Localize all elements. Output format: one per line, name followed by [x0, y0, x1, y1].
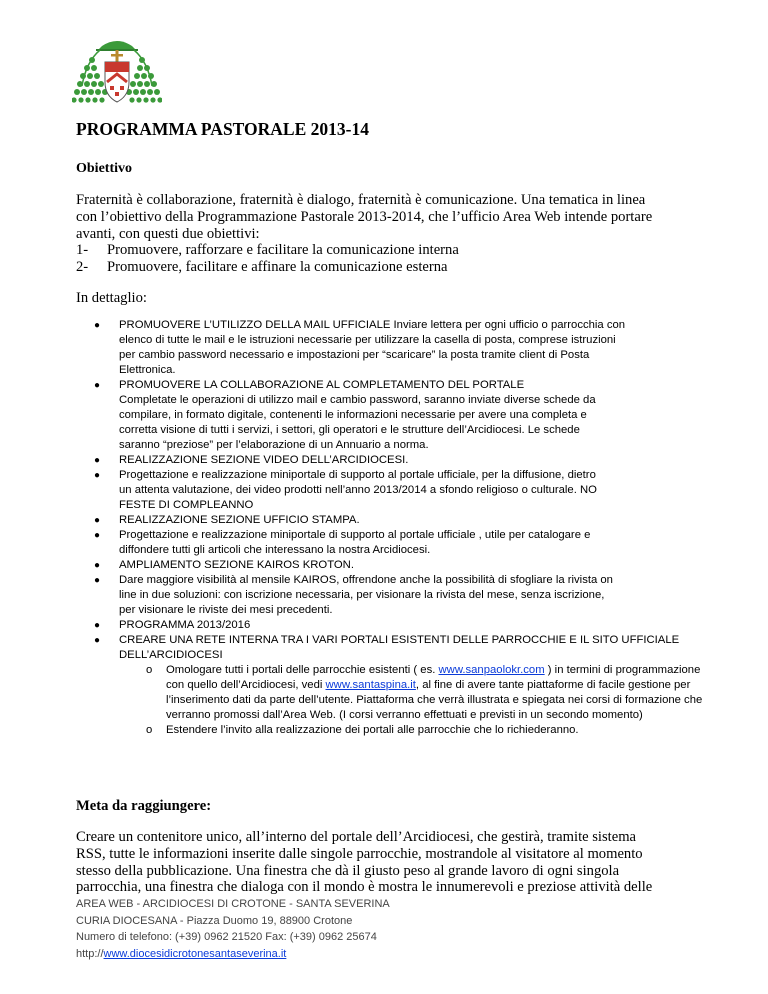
page-footer [76, 896, 390, 962]
list-item [0, 513, 721, 528]
list-item-line: saranno “preziose” per l’elaborazione di un Annuario a norma. [119, 439, 429, 451]
url-prefix: http:// [76, 947, 104, 960]
list-item [0, 558, 721, 573]
intro-line: con l’obiettivo della Programmazione Pastorale 2013-2014, che l’ufficio Area Web intende portare [76, 208, 653, 225]
footer-line: AREA WEB - ARCIDIOCESI DI CROTONE - SANTA SEVERINA [76, 898, 390, 910]
coat-of-arms-logo [72, 36, 162, 112]
list-item-line: Progettazione e realizzazione miniportale di supporto al portale ufficiale , utile per catalogare e [119, 529, 591, 541]
sub-list-item-line: corsi verranno effettuati e previsti in un secondo momento) [349, 709, 643, 721]
item-number: 2- [76, 259, 89, 276]
list-item-line: compilare, in formato digitale, contenenti le informazioni necessarie per avere una completa e [119, 409, 587, 421]
list-item-line: REALIZZAZIONE SEZIONE UFFICIO STAMPA. [119, 514, 360, 526]
sub-list-item-line: piattaforme di facile gestione per l’inserimento dati da parte dell’utente. Piattaforma che [166, 679, 691, 706]
circle-bullet-icon: o [146, 724, 153, 736]
list-item [0, 318, 721, 378]
details-list [0, 318, 768, 738]
bullet-icon: ● [94, 530, 101, 541]
sub-list-item-line: Estendere l’invito alla realizzazione dei portali alle parrocchie che lo richiederanno. [166, 724, 579, 736]
list-item-line: Elettronica. [119, 364, 176, 376]
bullet-icon: ● [94, 455, 101, 466]
bullet-icon: ● [94, 620, 101, 631]
list-item-line: per visionare le riviste dei mesi precedenti. [119, 604, 333, 616]
list-item [0, 378, 721, 453]
bullet-icon: ● [94, 575, 101, 586]
goal-line: parrocchia, una finestra che dialoga con il mondo è mostra le innumerevoli e preziose attività delle [76, 879, 653, 896]
footer-line: Numero di telefono: (+39) 0962 21520 Fax: (+39) 0962 25674 [76, 931, 377, 943]
list-item [0, 633, 721, 663]
list-item [0, 528, 721, 558]
page-title: PROGRAMMA PASTORALE 2013-14 [76, 119, 369, 139]
diocese-website-link[interactable]: www.diocesidicrotonesantaseverina.it [103, 947, 287, 960]
list-item-line: un attenta valutazione, dei video prodotti nell’anno 2013/2014 a sfondo religioso o culturale. NO [119, 484, 597, 496]
list-item-line: PROMUOVERE L’UTILIZZO DELLA MAIL UFFICIALE Inviare lettera per ogni ufficio o parrocchia con [119, 319, 626, 331]
sub-list-item-line: verrà illustrata e spiegata nei corsi di formazione che verranno promossi dall’Area Web. (I [166, 694, 703, 721]
goal-heading: Meta da raggiungere: [76, 798, 212, 814]
list-item-line: per cambio password necessario e impostazioni per “scaricare” la posta tramite client di Posta [119, 349, 590, 361]
list-item-line: corretta visione di tutti i servizi, i settori, gli operatori e le strutture dell’Arcidiocesi. Le schede [119, 424, 580, 436]
bullet-icon: ● [94, 320, 101, 331]
list-item-line: diffondere tutti gli articoli che interessano la nostra Arcidiocesi. [119, 544, 431, 556]
intro-line: Fraternità è collaborazione, fraternità è dialogo, fraternità è comunicazione. Una tematica in linea [76, 192, 646, 208]
list-item-line: REALIZZAZIONE SEZIONE VIDEO DELL’ARCIDIOCESI. [119, 454, 409, 466]
list-item [0, 618, 721, 633]
bullet-icon: ● [94, 470, 101, 481]
details-label [76, 290, 716, 307]
list-item-line: AMPLIAMENTO SEZIONE KAIROS KROTON. [119, 559, 354, 571]
objective-heading: Obiettivo [76, 161, 132, 176]
sanpaolokr-link[interactable]: www.sanpaolokr.com [438, 664, 545, 676]
sub-list-item-line [166, 664, 616, 676]
list-item-line: FESTE DI COMPLEANNO [119, 499, 254, 511]
intro-line: avanti, con questi due obiettivi: [76, 225, 260, 242]
text-run: Omologare tutti i portali delle parrocchie esistenti ( es. [166, 664, 439, 676]
circle-bullet-icon: o [146, 664, 153, 676]
numbered-item [76, 242, 716, 259]
intro-paragraph [76, 192, 716, 276]
text-run: , al fine di avere tante [415, 679, 524, 691]
list-item [0, 453, 721, 468]
list-item-line: PROMUOVERE LA COLLABORAZIONE AL COMPLETAMENTO DEL PORTALE [119, 379, 525, 391]
bullet-icon: ● [94, 635, 101, 646]
item-number: 1- [76, 242, 89, 259]
list-item-line: DELL’ARCIDIOCESI [119, 649, 223, 661]
list-item-line: PROGRAMMA 2013/2016 [119, 619, 251, 631]
item-text: Promuovere, rafforzare e facilitare la comunicazione interna [107, 242, 459, 259]
item-text: Promuovere, facilitare e affinare la comunicazione esterna [107, 259, 448, 276]
goal-paragraph [76, 829, 716, 896]
santaspina-link[interactable]: www.santaspina.it [325, 679, 416, 691]
list-item-line: Dare maggiore visibilità al mensile KAIROS, offrendone anche la possibilità di sfogliare la rivista on [119, 574, 613, 586]
sub-list-item [0, 663, 721, 723]
list-item [0, 573, 721, 618]
list-item-line: line in due soluzioni: con iscrizione necessaria, per visionare la rivista del mese, senza iscrizione, [119, 589, 605, 601]
sub-list-item [0, 723, 721, 738]
details-label-text: In dettaglio: [76, 290, 147, 306]
text-run: ) in termini di [544, 664, 613, 676]
list-item-line: Completate le operazioni di utilizzo mail e cambio password, saranno inviate diverse schede da [119, 394, 596, 406]
goal-line: stesso della pubblicazione. Una finestra che dà il giusto peso al grande lavoro di ogni singola [76, 862, 620, 879]
text-run: programmazione con quello dell’Arcidiocesi, vedi [166, 664, 701, 691]
list-item-line: elenco di tutte le mail e le istruzioni necessarie per utilizzare la casella di posta, comprese istruzioni [119, 334, 616, 346]
footer-line: CURIA DIOCESANA - Piazza Duomo 19, 88900 Crotone [76, 914, 353, 927]
list-item [0, 468, 721, 513]
list-item-line: Progettazione e realizzazione miniportale di supporto al portale ufficiale, per la diffusione, dietro [119, 469, 596, 481]
goal-line: RSS, tutte le informazioni inserite dalle singole parrocchie, mostrandole al visitatore al momento [76, 845, 643, 862]
footer-url-line [76, 946, 390, 963]
bullet-icon: ● [94, 560, 101, 571]
bullet-icon: ● [94, 380, 101, 391]
list-item-line: CREARE UNA RETE INTERNA TRA I VARI PORTALI ESISTENTI DELLE PARROCCHIE E IL SITO UFFICIALE [119, 634, 680, 646]
goal-line: Creare un contenitore unico, all’interno del portale dell’Arcidiocesi, che gestirà, tramite sistema [76, 829, 637, 845]
numbered-item [76, 259, 716, 276]
bullet-icon: ● [94, 515, 101, 526]
